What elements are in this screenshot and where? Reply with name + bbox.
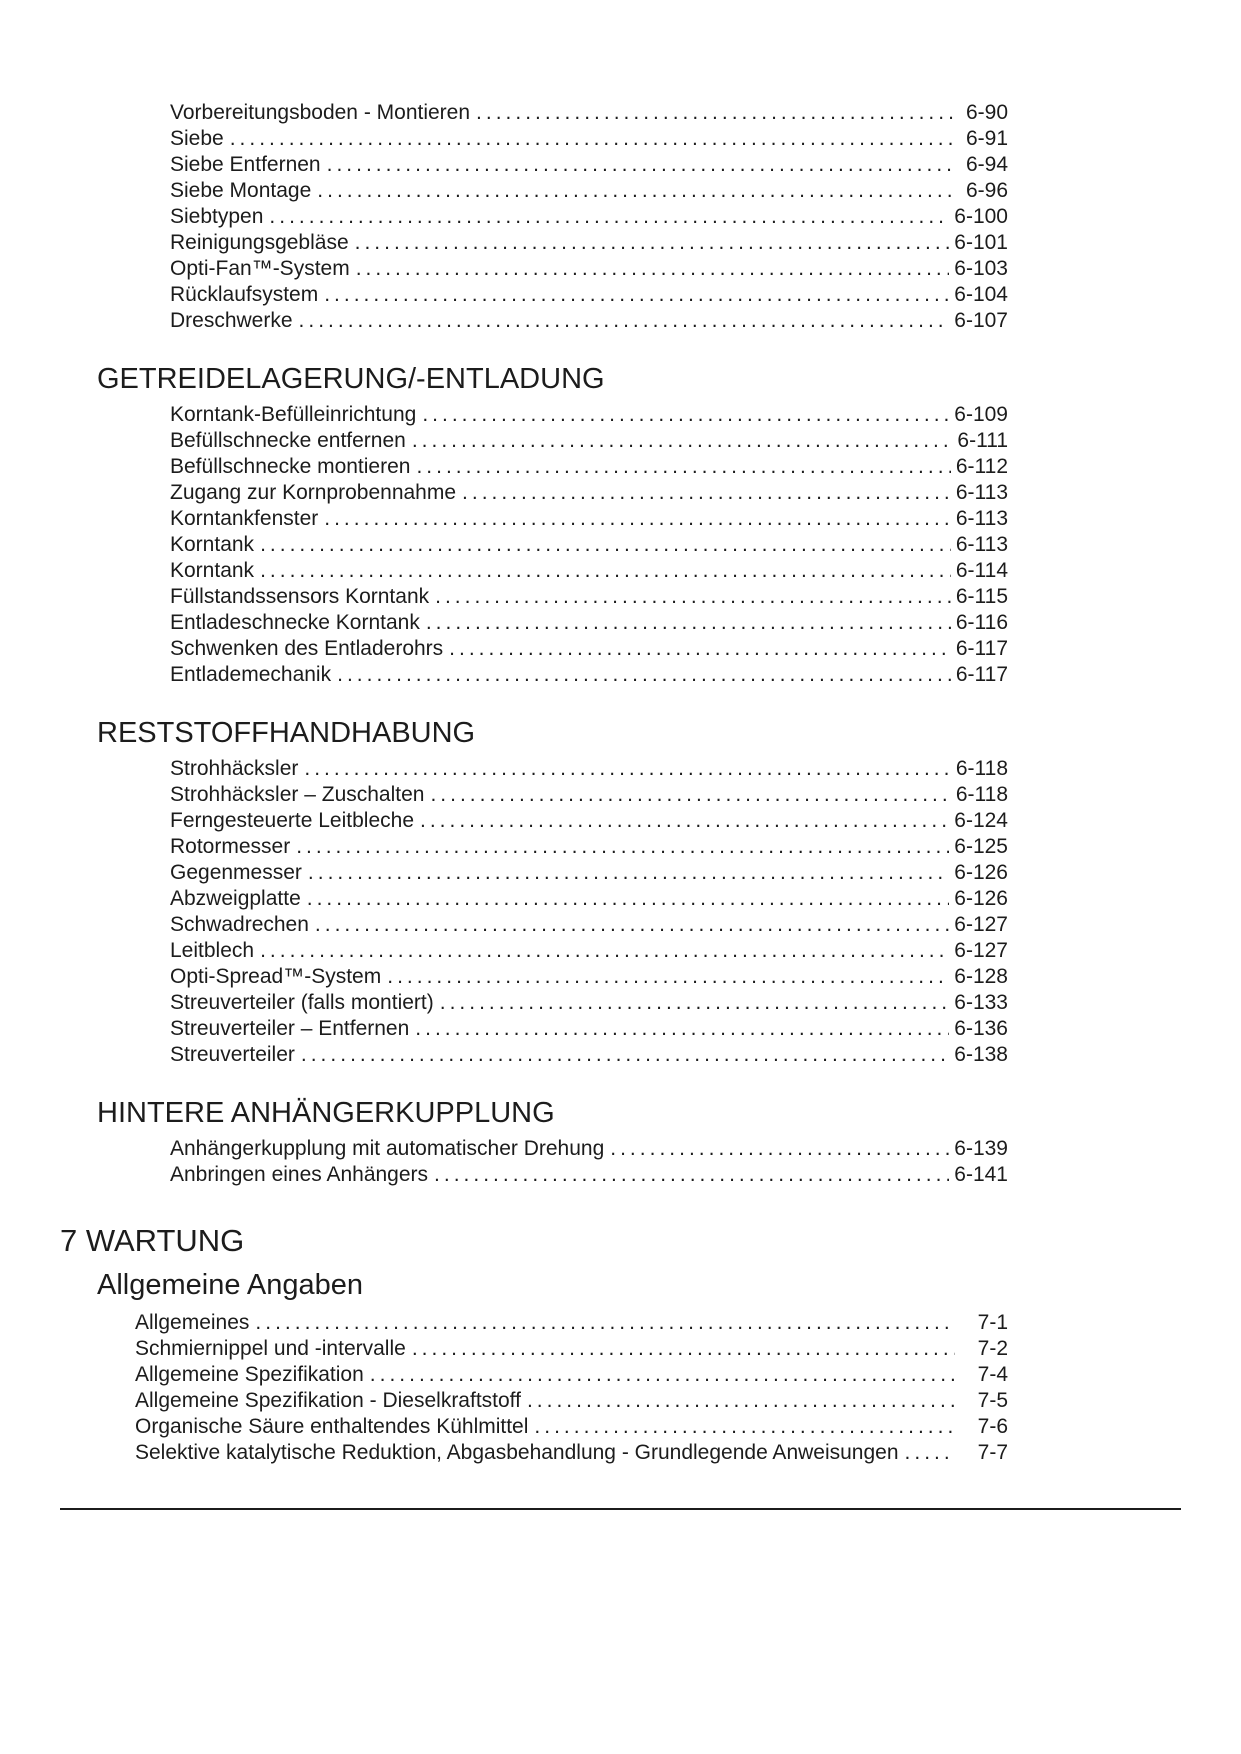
- toc-entry-label: Entlademechanik: [170, 663, 332, 686]
- toc-entry-label: Anbringen eines Anhängers: [170, 1163, 429, 1186]
- dot-leader: [324, 282, 949, 308]
- toc-entry-label: Korntankfenster: [170, 507, 319, 530]
- section-heading: RESTSTOFFHANDHABUNG: [97, 717, 476, 749]
- toc-entry-page: 7-5: [977, 1389, 1008, 1412]
- toc-entry-page: 6-91: [965, 127, 1008, 150]
- toc-entry-page: 6-126: [954, 861, 1008, 884]
- toc-entry-label: Leitblech: [170, 939, 255, 962]
- toc-entry-page: 6-109: [954, 403, 1008, 426]
- toc-entry[interactable]: [170, 662, 1008, 688]
- toc-entry-page: 6-103: [954, 257, 1008, 280]
- toc-entry-page: 6-124: [954, 809, 1008, 832]
- toc-entry-page: 6-126: [954, 887, 1008, 910]
- toc-entry-label: Opti-Spread™-System: [170, 965, 382, 988]
- footer-rule: [60, 1508, 1181, 1510]
- toc-entry[interactable]: [135, 1388, 1008, 1414]
- toc-entry[interactable]: [170, 584, 1008, 610]
- dot-leader: [327, 152, 955, 178]
- toc-entry[interactable]: [170, 204, 1008, 230]
- section-heading: HINTERE ANHÄNGERKUPPLUNG: [97, 1097, 555, 1129]
- dot-leader: [370, 1362, 955, 1388]
- dot-leader: [449, 636, 951, 662]
- toc-entry[interactable]: [170, 558, 1008, 584]
- toc-entry-page: 6-125: [954, 835, 1008, 858]
- dot-leader: [260, 938, 949, 964]
- toc-entry-page: 6-128: [954, 965, 1008, 988]
- dot-leader: [269, 204, 949, 230]
- toc-entry[interactable]: [135, 1440, 1008, 1466]
- toc-entry[interactable]: [170, 610, 1008, 636]
- toc-entry[interactable]: [170, 834, 1008, 860]
- section-heading: GETREIDELAGERUNG/-ENTLADUNG: [97, 363, 605, 395]
- toc-entry-page: 6-113: [955, 481, 1008, 504]
- dot-leader: [315, 912, 949, 938]
- toc-entry[interactable]: [170, 402, 1008, 428]
- toc-entry-label: Allgemeines: [135, 1311, 250, 1334]
- dot-leader: [301, 1042, 949, 1068]
- toc-entry-label: Abzweigplatte: [170, 887, 301, 910]
- toc-entry-page: 6-117: [955, 637, 1008, 660]
- toc-entry-page: 7-4: [977, 1363, 1008, 1386]
- toc-entry[interactable]: [170, 1162, 1008, 1188]
- toc-entry[interactable]: [135, 1336, 1008, 1362]
- chapter-heading: 7 WARTUNG: [60, 1223, 245, 1258]
- toc-entry-list: [60, 756, 1008, 1068]
- toc-entry[interactable]: [170, 506, 1008, 532]
- toc-entry-page: 7-7: [977, 1441, 1008, 1464]
- toc-entry[interactable]: [170, 756, 1008, 782]
- dot-leader: [422, 402, 949, 428]
- toc-entry-label: Rücklaufsystem: [170, 283, 319, 306]
- toc-entry-label: Organische Säure enthaltendes Kühlmittel: [135, 1415, 529, 1438]
- dot-leader: [304, 756, 950, 782]
- dot-leader: [610, 1136, 949, 1162]
- dot-leader: [420, 808, 949, 834]
- dot-leader: [426, 610, 951, 636]
- dot-leader: [905, 1440, 955, 1466]
- toc-entry-label: Siebe Entfernen: [170, 153, 321, 176]
- toc-entry-label: Streuverteiler – Entfernen: [170, 1017, 410, 1040]
- toc-entry[interactable]: [170, 152, 1008, 178]
- toc-entry[interactable]: [170, 990, 1008, 1016]
- toc-entry-page: 6-94: [965, 153, 1008, 176]
- toc-entry-label: Siebe: [170, 127, 224, 150]
- dot-leader: [412, 428, 953, 454]
- toc-entry-label: Strohhäcksler – Zuschalten: [170, 783, 425, 806]
- toc-entry[interactable]: [170, 532, 1008, 558]
- toc-entry-page: 6-138: [954, 1043, 1008, 1066]
- toc-entry-page: 6-117: [955, 663, 1008, 686]
- toc-entry-list: [60, 402, 1008, 688]
- dot-leader: [415, 1016, 949, 1042]
- toc-entry[interactable]: [170, 964, 1008, 990]
- toc-entry-list: [60, 100, 1008, 334]
- toc-entry-page: 6-118: [955, 757, 1008, 780]
- toc-entry-label: Anhängerkupplung mit automatischer Drehung: [170, 1137, 605, 1160]
- toc-entry-page: 6-133: [954, 991, 1008, 1014]
- toc-entry-page: 6-136: [954, 1017, 1008, 1040]
- dot-leader: [308, 860, 949, 886]
- toc-entry[interactable]: [170, 256, 1008, 282]
- table-of-contents: [60, 100, 1008, 1466]
- dot-leader: [337, 662, 951, 688]
- dot-leader: [416, 454, 950, 480]
- toc-entry-label: Füllstandssensors Korntank: [170, 585, 430, 608]
- dot-leader: [434, 1162, 949, 1188]
- toc-entry-page: 6-141: [954, 1163, 1008, 1186]
- toc-entry-page: 6-127: [954, 939, 1008, 962]
- toc-entry-label: Schmiernippel und -intervalle: [135, 1337, 406, 1360]
- toc-entry-page: 6-118: [955, 783, 1008, 806]
- dot-leader: [355, 230, 950, 256]
- toc-entry[interactable]: [135, 1362, 1008, 1388]
- dot-leader: [307, 886, 950, 912]
- toc-entry-page: 6-104: [954, 283, 1008, 306]
- toc-entry[interactable]: [170, 912, 1008, 938]
- toc-entry-label: Korntank: [170, 559, 255, 582]
- toc-entry-label: Siebtypen: [170, 205, 264, 228]
- dot-leader: [299, 308, 950, 334]
- dot-leader: [440, 990, 950, 1016]
- toc-entry[interactable]: [170, 782, 1008, 808]
- toc-entry-page: 6-114: [955, 559, 1008, 582]
- toc-entry[interactable]: [170, 100, 1008, 126]
- dot-leader: [317, 178, 955, 204]
- toc-entry-page: 6-96: [965, 179, 1008, 202]
- toc-entry-label: Rotormesser: [170, 835, 291, 858]
- toc-entry[interactable]: [170, 126, 1008, 152]
- toc-entry-label: Schwadrechen: [170, 913, 309, 936]
- toc-entry-page: 6-101: [954, 231, 1008, 254]
- dot-leader: [527, 1388, 955, 1414]
- toc-entry-label: Selektive katalytische Reduktion, Abgasbehandlung - Grundlegende Anweisungen: [135, 1441, 899, 1464]
- dot-leader: [255, 1310, 955, 1336]
- toc-entry[interactable]: [170, 454, 1008, 480]
- toc-entry-label: Ferngesteuerte Leitbleche: [170, 809, 414, 832]
- toc-entry-label: Befüllschnecke entfernen: [170, 429, 406, 452]
- dot-leader: [260, 532, 951, 558]
- toc-entry[interactable]: [170, 480, 1008, 506]
- dot-leader: [462, 480, 951, 506]
- dot-leader: [412, 1336, 955, 1362]
- toc-entry[interactable]: [170, 860, 1008, 886]
- toc-entry-page: 6-100: [954, 205, 1008, 228]
- toc-entry[interactable]: [135, 1414, 1008, 1440]
- toc-entry-label: Korntank-Befülleinrichtung: [170, 403, 417, 426]
- toc-entry[interactable]: [170, 1016, 1008, 1042]
- toc-entry[interactable]: [170, 178, 1008, 204]
- toc-entry[interactable]: [170, 428, 1008, 454]
- toc-entry[interactable]: [170, 886, 1008, 912]
- toc-entry[interactable]: [170, 1042, 1008, 1068]
- dot-leader: [356, 256, 950, 282]
- dot-leader: [435, 584, 951, 610]
- toc-entry-page: 6-139: [954, 1137, 1008, 1160]
- toc-entry-page: 6-115: [955, 585, 1008, 608]
- toc-entry-label: Allgemeine Spezifikation: [135, 1363, 364, 1386]
- section-heading: Allgemeine Angaben: [97, 1269, 364, 1301]
- toc-entry-label: Streuverteiler (falls montiert): [170, 991, 434, 1014]
- toc-entry-page: 6-113: [955, 533, 1008, 556]
- toc-entry[interactable]: [170, 636, 1008, 662]
- dot-leader: [430, 782, 950, 808]
- dot-leader: [296, 834, 949, 860]
- toc-entry-page: 6-113: [955, 507, 1008, 530]
- toc-entry-page: 6-90: [965, 101, 1008, 124]
- toc-entry-label: Streuverteiler: [170, 1043, 295, 1066]
- dot-leader: [324, 506, 951, 532]
- toc-entry-label: Dreschwerke: [170, 309, 293, 332]
- toc-entry-page: 6-111: [957, 429, 1008, 452]
- toc-entry[interactable]: [170, 308, 1008, 334]
- toc-entry-page: 6-107: [954, 309, 1008, 332]
- toc-entry-label: Korntank: [170, 533, 255, 556]
- toc-entry[interactable]: [170, 1136, 1008, 1162]
- toc-entry-label: Gegenmesser: [170, 861, 302, 884]
- toc-entry-page: 6-116: [955, 611, 1008, 634]
- toc-entry-label: Allgemeine Spezifikation - Dieselkraftstoff: [135, 1389, 521, 1412]
- toc-entry-label: Befüllschnecke montieren: [170, 455, 411, 478]
- toc-entry[interactable]: [135, 1310, 1008, 1336]
- toc-entry-label: Zugang zur Kornprobennahme: [170, 481, 457, 504]
- toc-entry-page: 6-112: [955, 455, 1008, 478]
- toc-entry-page: 7-6: [977, 1415, 1008, 1438]
- toc-entry-label: Opti-Fan™-System: [170, 257, 350, 280]
- toc-entry-list: [60, 1136, 1008, 1188]
- toc-entry[interactable]: [170, 230, 1008, 256]
- dot-leader: [260, 558, 951, 584]
- toc-entry-page: 6-127: [954, 913, 1008, 936]
- dot-leader: [476, 100, 955, 126]
- toc-entry-page: 7-1: [977, 1311, 1008, 1334]
- toc-entry[interactable]: [170, 938, 1008, 964]
- toc-entry-label: Reinigungsgebläse: [170, 231, 349, 254]
- dot-leader: [230, 126, 955, 152]
- dot-leader: [387, 964, 949, 990]
- toc-entry-label: Schwenken des Entladerohrs: [170, 637, 444, 660]
- toc-entry-page: 7-2: [977, 1337, 1008, 1360]
- toc-entry[interactable]: [170, 282, 1008, 308]
- dot-leader: [534, 1414, 955, 1440]
- toc-entry-label: Vorbereitungsboden - Montieren: [170, 101, 471, 124]
- toc-entry-label: Strohhäcksler: [170, 757, 299, 780]
- toc-entry[interactable]: [170, 808, 1008, 834]
- toc-entry-label: Siebe Montage: [170, 179, 312, 202]
- toc-entry-label: Entladeschnecke Korntank: [170, 611, 420, 634]
- toc-entry-list: [60, 1310, 1008, 1466]
